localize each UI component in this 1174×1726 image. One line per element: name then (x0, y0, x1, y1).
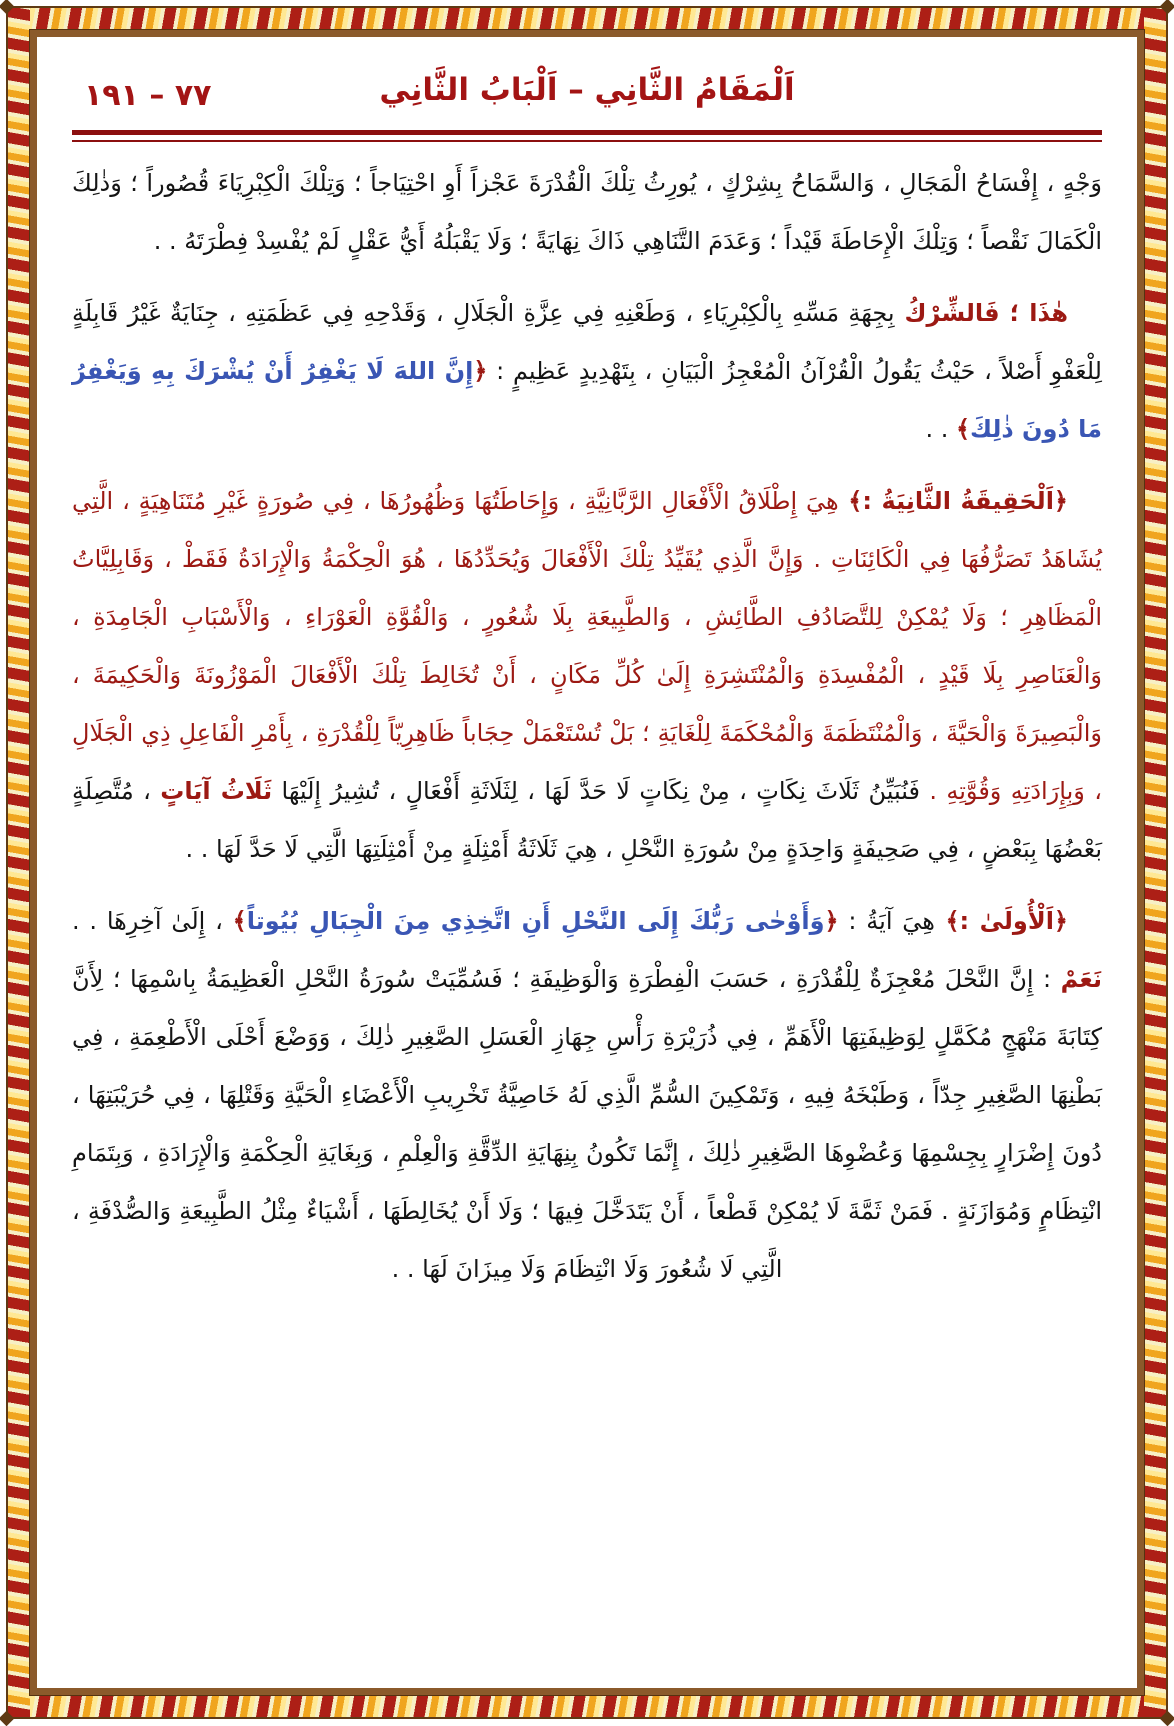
red-body-text: هِيَ إِطْلَاقُ الْأَفْعَالِ الرَّبَّانِيَّةِ ، وَإِحَاطَتُهَا وَظُهُورُهَا ، فِي صُورَةٍ غَيْرِ مُتَنَاهِيَةٍ ، الَّتِي يُشَاهَدُ تَصَرُّفُهَا فِي الْكَائِنَاتِ . وَإِنَّ الَّذِي يُقَيِّدُ تِلْكَ الْأَفْعَالَ وَيُحَدِّدُهَا ، هُوَ الْحِكْمَةُ وَالْإِرَادَةُ فَقَطْ ، وَقَابِلِيَّاتُ الْمَظَاهِرِ ؛ وَلَا يُمْكِنْ لِلتَّصَادُفِ الطَّائِشِ ، وَالطَّبِيعَةِ بِلَا شُعُورٍ ، وَالْقُوَّةِ الْعَوْرَاءِ ، وَالْأَسْبَابِ الْجَامِدَةِ ، وَالْعَنَاصِرِ بِلَا قَيْدٍ ، الْمُفْسِدَةِ وَالْمُنْتَشِرَةِ إِلَىٰ كُلِّ مَكَانٍ ، أَنْ تُخَالِطَ تِلْكَ الْأَفْعَالَ الْمَوْزُونَةَ وَالْحَكِيمَةَ ، وَالْبَصِيرَةَ وَالْحَيَّةَ ، وَالْمُنْتَظَمَةَ وَالْمُحْكَمَةَ لِلْغَايَةِ ؛ بَلْ تُسْتَعْمَلْ حِجَاباً ظَاهِرِيّاً لِلْقُدْرَةِ ، بِأَمْرِ الْفَاعِلِ ذِي الْجَلَالِ ، وَبِإِرَادَتِهِ وَقُوَّتِهِ . (72, 487, 1102, 805)
emphasis-shirk: هٰذَا ؛ فَالشِّرْكُ (894, 299, 1069, 327)
body-text-run: ، مُتَّصِلَةٍ بَعْضُهَا بِبَعْضٍ ، فِي صَحِيفَةٍ وَاحِدَةٍ مِنْ سُورَةِ النَّحْلِ ، هِيَ ثَلَاثَةُ أَمْثِلَةٍ مِنْ أَمْثِلَتِهَا الَّتِي لَا حَدَّ لَهَا . . (72, 777, 1102, 863)
body-text-run: فَنُبَيِّنُ ثَلَاثَ نِكَاتٍ ، مِنْ نِكَاتٍ لَا حَدَّ لَهَا ، لِثَلَاثَةِ أَفْعَالٍ ، تُشِيرُ إِلَيْهَا (272, 777, 920, 805)
page-content (72, 52, 1102, 1681)
ornate-bracket-close: ﴾ (232, 907, 247, 935)
ornate-bracket-open: ﴿ (473, 357, 488, 385)
body-text (72, 154, 1102, 1298)
continuation-text: وَجْهٍ ، إِفْسَاحُ الْمَجَالِ ، وَالسَّمَاحُ بِشِرْكٍ ، يُورِثُ تِلْكَ الْقُدْرَةَ عَجْزاً أَوِ احْتِيَاجاً ؛ وَتِلْكَ الْكِبْرِيَاءَ قُصُوراً ؛ وَذٰلِكَ الْكَمَالَ نَقْصاً ؛ وَتِلْكَ الْإِحَاطَةَ قَيْداً ؛ وَعَدَمَ التَّنَاهِي ذَاكَ نِهَايَةً ؛ وَلَا يَقْبَلُهُ أَيُّ عَقْلٍ لَمْ يُفْسِدْ فِطْرَتَهُ . . (72, 169, 1102, 255)
body-text-run: بِجِهَةِ مَسِّهِ بِالْكِبْرِيَاءِ ، وَطَعْنِهِ فِي عِزَّةِ الْجَلَالِ ، وَقَدْحِهِ فِي عَظَمَتِهِ ، جِنَايَةٌ غَيْرُ قَابِلَةٍ لِلْعَفْوِ أَصْلاً ، حَيْثُ يَقُولُ الْقُرْآنُ الْمُعْجِزُ الْبَيَانِ ، بِتَهْدِيدٍ عَظِيمٍ : (72, 299, 1102, 385)
frame-chain-band-left (8, 8, 30, 1717)
paragraph (72, 154, 1102, 270)
paragraph (72, 284, 1102, 458)
ornate-bracket-open: ﴿ (824, 907, 839, 935)
body-text-run: : إِنَّ النَّحْلَ مُعْجِزَةٌ لِلْقُدْرَةِ ، حَسَبَ الْفِطْرَةِ وَالْوَظِيفَةِ ؛ فَسُمِّيَتْ سُورَةُ النَّحْلِ الْعَظِيمَةُ بِاسْمِهَا ؛ لِأَنَّ كِتَابَةَ مَنْهَجٍ مُكَمَّلٍ لِوَظِيفَتِهَا الْأَهَمِّ ، فِي ذُرَيْرَةِ رَأْسِ جِهَازِ الْعَسَلِ الصَّغِيرِ ذٰلِكَ ، وَوَضْعَ أَحْلَى الْأَطْعِمَةِ ، فِي بَطْنِهَا الصَّغِيرِ جِدّاً ، وَطَبْخَهُ فِيهِ ، وَتَمْكِينَ السُّمِّ الَّذِي لَهُ خَاصِيَّةُ تَخْرِيبِ الْأَعْضَاءِ الْحَيَّةِ وَقَتْلِهَا ، فِي حُرَيْبَتِهَا ، دُونَ إِضْرَارٍ بِجِسْمِهَا وَعُضْوِهَا الصَّغِيرِ ذٰلِكَ ، إِنَّمَا تَكُونُ بِنِهَايَةِ الدِّقَّةِ وَالْعِلْمِ ، وَبِغَايَةِ الْحِكْمَةِ وَالْإِرَادَةِ ، وَبِتَمَامِ انْتِظَامٍ وَمُوَازَنَةٍ . فَمَنْ ثَمَّةَ لَا يُمْكِنْ قَطْعاً ، أَنْ يَتَدَخَّلَ فِيهَا ؛ وَلَا أَنْ يُخَالِطَهَا ، أَشْيَاءٌ مِثْلُ الطَّبِيعَةِ وَالصُّدْفَةِ ، الَّتِي لَا شُعُورَ وَلَا انْتِظَامَ وَلَا مِيزَانَ لَهَا . . (72, 965, 1102, 1283)
ornate-bracket-close: ﴾ (955, 415, 971, 443)
paragraph (72, 892, 1102, 1298)
frame-chain-band-right (1144, 8, 1166, 1717)
body-text-run: هِيَ آيَةُ : (838, 907, 935, 935)
quran-verse: إِنَّ اللهَ لَا يَغْفِرُ أَنْ يُشْرَكَ بِهِ وَيَغْفِرُ مَا دُونَ ذٰلِكَ (72, 357, 1102, 443)
page-title: اَلْمَقَامُ الثَّانِي – اَلْبَابُ الثَّانِي (379, 72, 795, 108)
header-divider (72, 130, 1102, 142)
section-heading: ﴿اَلْحَقِيقَةُ الثَّانِيَةُ :﴾ (838, 487, 1068, 515)
page-header (72, 52, 1102, 124)
emphasis-three-verses: ثَلَاثُ آيَاتٍ (160, 777, 273, 805)
body-text-run: . . (925, 415, 956, 443)
frame-chain-band-top (8, 8, 1166, 30)
paragraph (72, 472, 1102, 878)
section-heading: ﴿اَلْأُولَىٰ :﴾ (934, 907, 1068, 935)
body-text-run: ، إِلَىٰ آخِرِهَا . . (72, 907, 233, 935)
quran-verse: وَأَوْحٰى رَبُّكَ إِلَى النَّحْلِ أَنِ اتَّخِذِي مِنَ الْجِبَالِ بُيُوتاً (246, 907, 825, 935)
frame-chain-band-bottom (8, 1695, 1166, 1717)
page-number: ٧٧ – ١٩١ (84, 78, 212, 113)
emphasis-yes: نَعَمْ (1060, 965, 1102, 993)
